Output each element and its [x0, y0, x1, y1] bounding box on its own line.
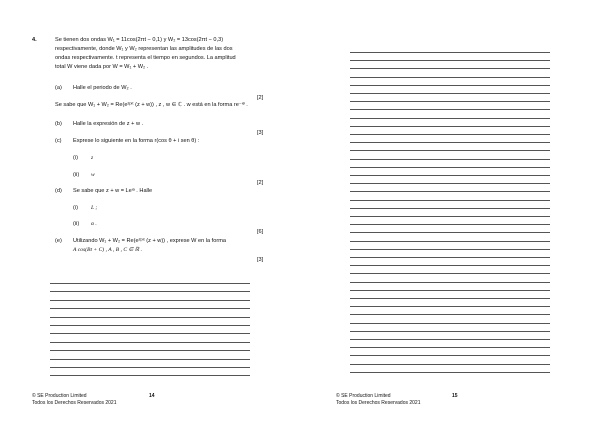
- answer-line: [350, 290, 550, 291]
- answer-line: [350, 52, 550, 53]
- answer-line: [50, 291, 250, 292]
- answer-line: [350, 200, 550, 201]
- answer-line: [350, 183, 550, 184]
- answer-line: [350, 208, 550, 209]
- answer-line: [350, 241, 550, 242]
- part-d-marks: [6]: [257, 229, 264, 235]
- part-a-label: (a): [55, 85, 62, 91]
- answer-line: [350, 273, 550, 274]
- answer-line: [50, 325, 250, 326]
- right-page: [300, 0, 600, 424]
- answer-line: [350, 68, 550, 69]
- part-d-text: Se sabe que z + w = Leᶦᵃ . Halle: [73, 188, 153, 194]
- answer-line: [50, 350, 250, 351]
- part-e-text-1: Utilizando W₁ + W₂ = Re(e²ᵖᶦᵗ (z + w)) , exprese W en la forma: [73, 238, 226, 244]
- answer-line: [350, 216, 550, 217]
- answer-line: [350, 191, 550, 192]
- answer-line: [350, 314, 550, 315]
- part-c-label: (c): [55, 138, 62, 144]
- intro-line-2: respectivamente, donde W₁ y W₂ representan las amplitudes de las dos: [55, 46, 233, 52]
- given-z-w: Se sabe que W₁ + W₂ = Re(e²ᵖᶦᵗ (z + w)) , z , w ∈ ℂ . w está en la forma re⁻ᶦᶿ .: [55, 102, 248, 108]
- answer-line: [350, 85, 550, 86]
- part-b-text: Halle la expresión de z + w .: [73, 121, 144, 127]
- answer-line: [350, 265, 550, 266]
- intro-line-3: ondas respectivamente. t representa el tiempo en segundos. La amplitud: [55, 55, 236, 61]
- part-d-ii-label: (ii): [73, 221, 80, 227]
- part-d-ii-text: α .: [91, 221, 97, 227]
- part-d-i-label: (i): [73, 205, 78, 211]
- question-number: 4.: [32, 37, 37, 43]
- answer-line: [350, 224, 550, 225]
- answer-line: [350, 331, 550, 332]
- footer-left-copyright: [32, 393, 117, 406]
- footer-right-copyright: [336, 393, 421, 406]
- answer-line: [50, 300, 250, 301]
- answer-line: [50, 375, 250, 376]
- answer-line: [350, 249, 550, 250]
- answer-line: [350, 257, 550, 258]
- part-a-text: Halle el periodo de W₂ .: [73, 85, 132, 91]
- part-a-marks: [2]: [257, 95, 264, 101]
- part-c-i-text: z: [91, 155, 94, 161]
- answer-line: [350, 364, 550, 365]
- answer-line: [350, 306, 550, 307]
- answer-line: [350, 101, 550, 102]
- answer-line: [350, 118, 550, 119]
- part-d-i-text: L ;: [91, 205, 98, 211]
- answer-line: [350, 60, 550, 61]
- part-c-marks: [2]: [257, 180, 264, 186]
- part-c-i-label: (i): [73, 155, 78, 161]
- page-number-left: 14: [149, 393, 155, 399]
- answer-line: [350, 372, 550, 373]
- part-b-label: (b): [55, 121, 62, 127]
- answer-line: [50, 333, 250, 334]
- answer-line: [350, 126, 550, 127]
- answer-line: [50, 342, 250, 343]
- answer-line: [350, 159, 550, 160]
- part-b-marks: [3]: [257, 130, 264, 136]
- answer-line: [350, 355, 550, 356]
- part-e-text-2: A cos(Bt + C) , A , B , C ∈ ℝ .: [73, 247, 143, 253]
- footer-left-line-1: © SE Production Limited: [32, 393, 87, 399]
- answer-line: [50, 367, 250, 368]
- intro-line-1: Se tienen dos ondas W₁ = 11cos(2πt − 0,1) y W₂ = 13cos(2πt − 0,3): [55, 37, 224, 43]
- footer-left-line-2: Todos los Derechos Reservados 2021: [32, 399, 117, 406]
- answer-line: [50, 317, 250, 318]
- answer-line: [350, 347, 550, 348]
- answer-line: [350, 150, 550, 151]
- answer-line: [350, 142, 550, 143]
- answer-line: [350, 77, 550, 78]
- intro-line-4: total W viene dada por W = W₁ + W₂ .: [55, 64, 149, 70]
- answer-line: [350, 323, 550, 324]
- answer-line: [350, 232, 550, 233]
- part-d-label: (d): [55, 188, 62, 194]
- part-e-label: (e): [55, 238, 62, 244]
- answer-line: [350, 93, 550, 94]
- page-number-right: 15: [452, 393, 458, 399]
- part-e-marks: [3]: [257, 257, 264, 263]
- answer-line: [50, 308, 250, 309]
- answer-line: [50, 283, 250, 284]
- answer-line: [350, 109, 550, 110]
- answer-line: [350, 282, 550, 283]
- answer-line: [350, 134, 550, 135]
- answer-line: [50, 359, 250, 360]
- footer-right-line-2: Todos los Derechos Reservados 2021: [336, 399, 421, 406]
- footer-right-line-1: © SE Production Limited: [336, 393, 391, 399]
- answer-line: [350, 298, 550, 299]
- answer-line: [350, 167, 550, 168]
- answer-line: [350, 339, 550, 340]
- part-c-ii-label: (ii): [73, 172, 80, 178]
- part-c-ii-text: w: [91, 172, 95, 178]
- part-c-text: Exprese lo siguiente en la forma r(cos θ + i sen θ) :: [73, 138, 200, 144]
- answer-line: [350, 175, 550, 176]
